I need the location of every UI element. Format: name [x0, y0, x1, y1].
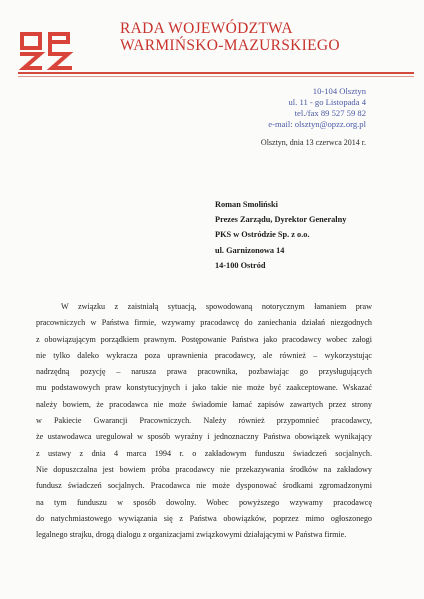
opzz-logo: [18, 30, 76, 72]
recipient-block: [215, 197, 346, 273]
contact-email[interactable]: e-mail: olsztyn@opzz.org.pl: [268, 119, 366, 129]
body-line: na tym funduszu w sposób dowolny. Wobec powyższego wzywamy pracodawcę: [36, 497, 372, 507]
body-line: nadrzędną pozycję – narusza prawa pracownika, pozbawiając go przysługujących: [36, 367, 372, 377]
body-line: W związku z zaistniałą sytuacją, spowodowaną notorycznym łamaniem praw: [61, 302, 372, 311]
body-line: do natychmiastowego wywiązania się z Państwa obowiązków, poprzez mimo ogłoszonego: [36, 513, 372, 523]
contact-street: ul. 11 - go Listopada 4: [288, 97, 366, 107]
body-line: Nie dopuszczalna jest bowiem próba pracodawcy nie przekazywania środków na zakładowy: [36, 464, 372, 474]
body-line: że ustawodawca uregulował w sposób wyraźny i jednoznaczny Państwa obowiązek wynikający: [36, 432, 372, 442]
letter-date: Olsztyn, dnia 13 czerwca 2014 r.: [260, 138, 366, 147]
body-line: mu podstawowych praw konstytucyjnych i jako takie nie może być zaakceptowane. Wskazać: [36, 383, 372, 393]
body-line: należy bowiem, że pracodawca nie może świadomie łamać zapisów zawartych przez strony: [36, 399, 372, 409]
recipient-company: PKS w Ostródzie Sp. z o.o.: [215, 230, 310, 240]
recipient-city: 14-100 Ostród: [215, 260, 266, 270]
body-line: fundusz świadczeń socjalnych. Pracodawca nie może dysponować środkami zgromadzonymi: [36, 481, 372, 491]
body-line: w Pakiecie Gwarancji Pracowniczych. Należy również przypomnieć pracodawcy,: [36, 416, 372, 426]
body-line: z obowiązującym porządkiem prawnym. Postępowanie Państwa jako pracodawcy wobec załogi: [36, 334, 372, 344]
contact-address: 10-104 Olsztyn: [312, 86, 366, 96]
body-line: pracowniczych w Państwa firmie, wzywamy pracodawcę do zaniechania działań niezgodnych: [36, 318, 372, 328]
org-name-line-2: WARMIŃSKO-MAZURSKIEGO: [120, 37, 340, 54]
org-name-line-1: RADA WOJEWÓDZTWA: [120, 20, 293, 37]
body-line: z ustawy z dnia 4 marca 1994 r. o zakładowym funduszu świadczeń socjalnych.: [36, 448, 372, 458]
body-line: legalnego strajku, drogą dialogu z organizacjami związkowymi działającymi w Państwa firmie.: [36, 530, 347, 540]
letter-body: [36, 299, 372, 543]
header-divider: [18, 72, 414, 74]
contact-block: [268, 86, 366, 130]
body-line: nie tylko daleko wykracza poza uprawnienia pracodawcy, ale również – wykorzystując: [36, 350, 372, 360]
recipient-title: Prezes Zarządu, Dyrektor Generalny: [215, 215, 347, 225]
organization-name: [120, 20, 410, 54]
contact-phone: tel./fax 89 527 59 82: [294, 108, 366, 118]
recipient-street: ul. Garnizonowa 14: [215, 245, 285, 255]
header-divider-thin: [18, 76, 414, 77]
recipient-name: Roman Smoliński: [215, 200, 278, 209]
